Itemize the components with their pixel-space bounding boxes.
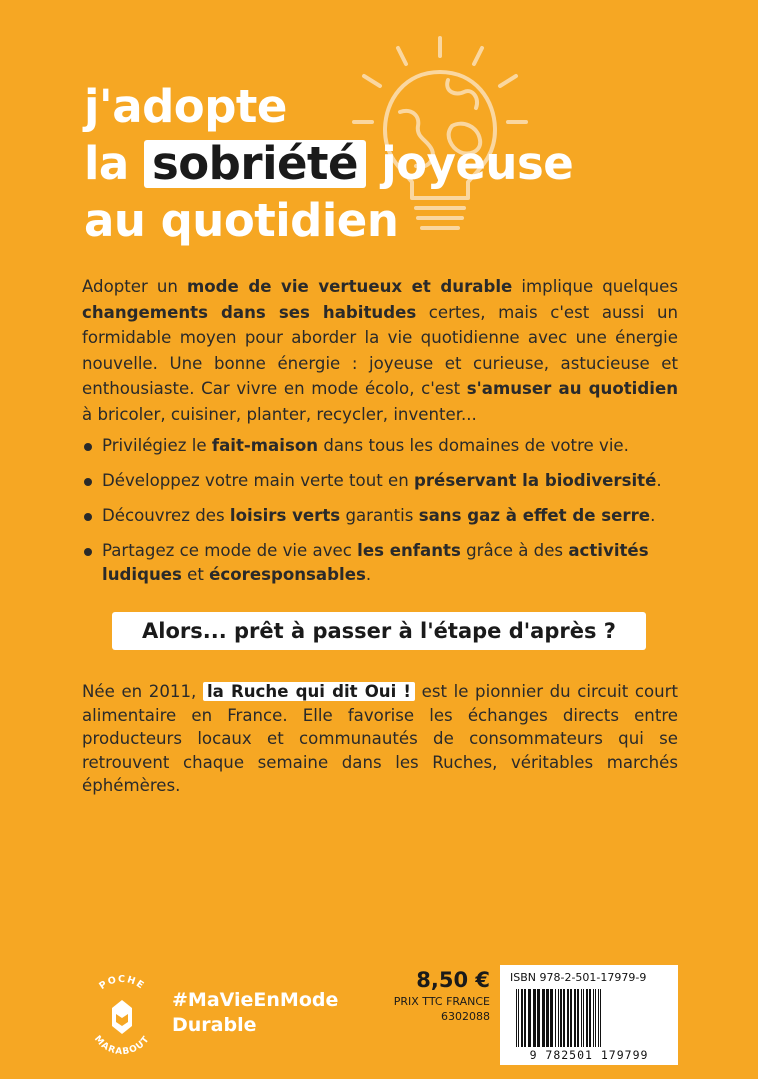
- bullet-bold: préservant la biodiversité: [414, 471, 657, 490]
- barcode-bar: [524, 989, 526, 1047]
- svg-text:MARABOUT: [92, 1034, 152, 1057]
- bullet-item: [82, 434, 682, 458]
- barcode-bar: [550, 989, 553, 1047]
- title-word-la: la: [84, 137, 129, 190]
- bullet-text: .: [365, 565, 372, 584]
- ruche-highlight: la Ruche qui dit Oui !: [203, 682, 415, 701]
- bullet-text: Découvrez des: [102, 506, 230, 525]
- barcode-bar: [570, 989, 572, 1047]
- barcode-bar: [574, 989, 576, 1047]
- barcode-bar: [589, 989, 591, 1047]
- hashtag: [172, 988, 338, 1038]
- title-line-2: [84, 135, 573, 192]
- hashtag-line-2: Durable: [172, 1014, 257, 1036]
- intro-bold: mode de vie vertueux et durable: [186, 277, 513, 296]
- barcode-bar: [598, 989, 599, 1047]
- bullet-item: [82, 469, 682, 493]
- barcode-bar: [567, 989, 569, 1047]
- bullet-bold: les enfants: [357, 541, 461, 560]
- about-text: est le pionnier du circuit court alimentaire en France. Elle favorise les échanges directs entre producteurs locaux et communautés de consommateurs qui se retrouvent chaque semaine dans les Ruches, véritables marchés éphémères.: [82, 682, 679, 795]
- poche-marabout-logo: [82, 970, 162, 1062]
- isbn-number: ISBN 978-2-501-17979-9: [510, 971, 647, 984]
- intro-paragraph: [82, 274, 678, 427]
- bullet-text: grâce à des: [460, 541, 569, 560]
- call-to-action-banner: Alors... prêt à passer à l'étape d'après ?: [112, 612, 646, 650]
- barcode-bar: [542, 989, 545, 1047]
- bullet-list: [82, 434, 682, 598]
- bullet-bold: fait-maison: [211, 436, 319, 455]
- barcode-area: [500, 965, 678, 1065]
- bullet-bold: loisirs verts: [229, 506, 341, 525]
- bullet-text: et: [181, 565, 210, 584]
- intro-bold: changements dans ses habitudes: [82, 302, 417, 322]
- barcode-bar: [577, 989, 579, 1047]
- bullet-text: .: [650, 506, 656, 525]
- barcode-bar: [586, 989, 588, 1047]
- barcode-bar: [593, 989, 594, 1047]
- barcode-bar: [583, 989, 584, 1047]
- barcode: [516, 989, 668, 1047]
- bullet-bold: sans gaz à effet de serre: [418, 506, 651, 525]
- barcode-bar: [560, 989, 562, 1047]
- title-highlight-sobriete: sobriété: [144, 140, 366, 188]
- hashtag-line-1: #MaVieEnMode: [172, 989, 339, 1011]
- bullet-text: Développez votre main verte tout en: [102, 471, 414, 490]
- barcode-bar: [516, 989, 517, 1047]
- barcode-bar: [600, 989, 601, 1047]
- about-paragraph: [82, 680, 678, 798]
- bullet-text: garantis: [340, 506, 419, 525]
- barcode-bar: [558, 989, 559, 1047]
- barcode-bar: [581, 989, 582, 1047]
- intro-text: implique quelques: [512, 277, 678, 296]
- bullet-bold: activités ludiques: [102, 541, 649, 584]
- intro-bold: s'amuser au quotidien: [466, 379, 679, 398]
- title-line-1: j'adopte: [84, 80, 287, 133]
- barcode-bar: [595, 989, 596, 1047]
- intro-text: Adopter un: [82, 277, 187, 296]
- barcode-bar: [521, 989, 523, 1047]
- intro-text: certes, mais c'est aussi un formidable moyen pour aborder la vie quotidienne avec une énergie nouvelle. Une bonne énergie : joyeuse et curieuse, astucieuse et enthousiaste. Car vivre en mode écolo, c'est: [82, 302, 678, 398]
- bullet-text: Privilégiez le: [102, 436, 212, 455]
- bullet-text: .: [656, 471, 662, 490]
- price-label: PRIX TTC FRANCE: [393, 995, 490, 1008]
- barcode-bar: [563, 989, 565, 1047]
- title-word-joyeuse: joyeuse: [381, 137, 574, 190]
- bullet-item: [82, 539, 682, 587]
- bullet-bold: écoresponsables: [209, 565, 366, 584]
- barcode-bar: [518, 989, 519, 1047]
- barcode-bar: [555, 989, 556, 1047]
- intro-text: à bricoler, cuisiner, planter, recycler, inventer...: [82, 404, 477, 424]
- barcode-bar: [546, 989, 549, 1047]
- bullet-text: Partagez ce mode de vie avec: [102, 541, 358, 560]
- logo-bottom-text: MARABOUT: [91, 1034, 152, 1058]
- barcode-bar: [533, 989, 536, 1047]
- product-code: 6302088: [441, 1010, 490, 1023]
- barcode-bar: [537, 989, 540, 1047]
- barcode-bar: [528, 989, 531, 1047]
- svg-text:POCHE: [97, 974, 147, 992]
- logo-top-text: POCHE: [97, 973, 147, 992]
- bullet-item: [82, 504, 682, 528]
- price-block: [380, 966, 490, 1024]
- title-line-3: au quotidien: [84, 194, 399, 247]
- about-text: Née en 2011,: [82, 682, 203, 701]
- book-title: [84, 78, 573, 249]
- bullet-text: dans tous les domaines de votre vie.: [318, 436, 629, 455]
- price-amount: 8,50 €: [416, 968, 490, 992]
- barcode-digits: 9 782501 179799: [529, 1048, 649, 1062]
